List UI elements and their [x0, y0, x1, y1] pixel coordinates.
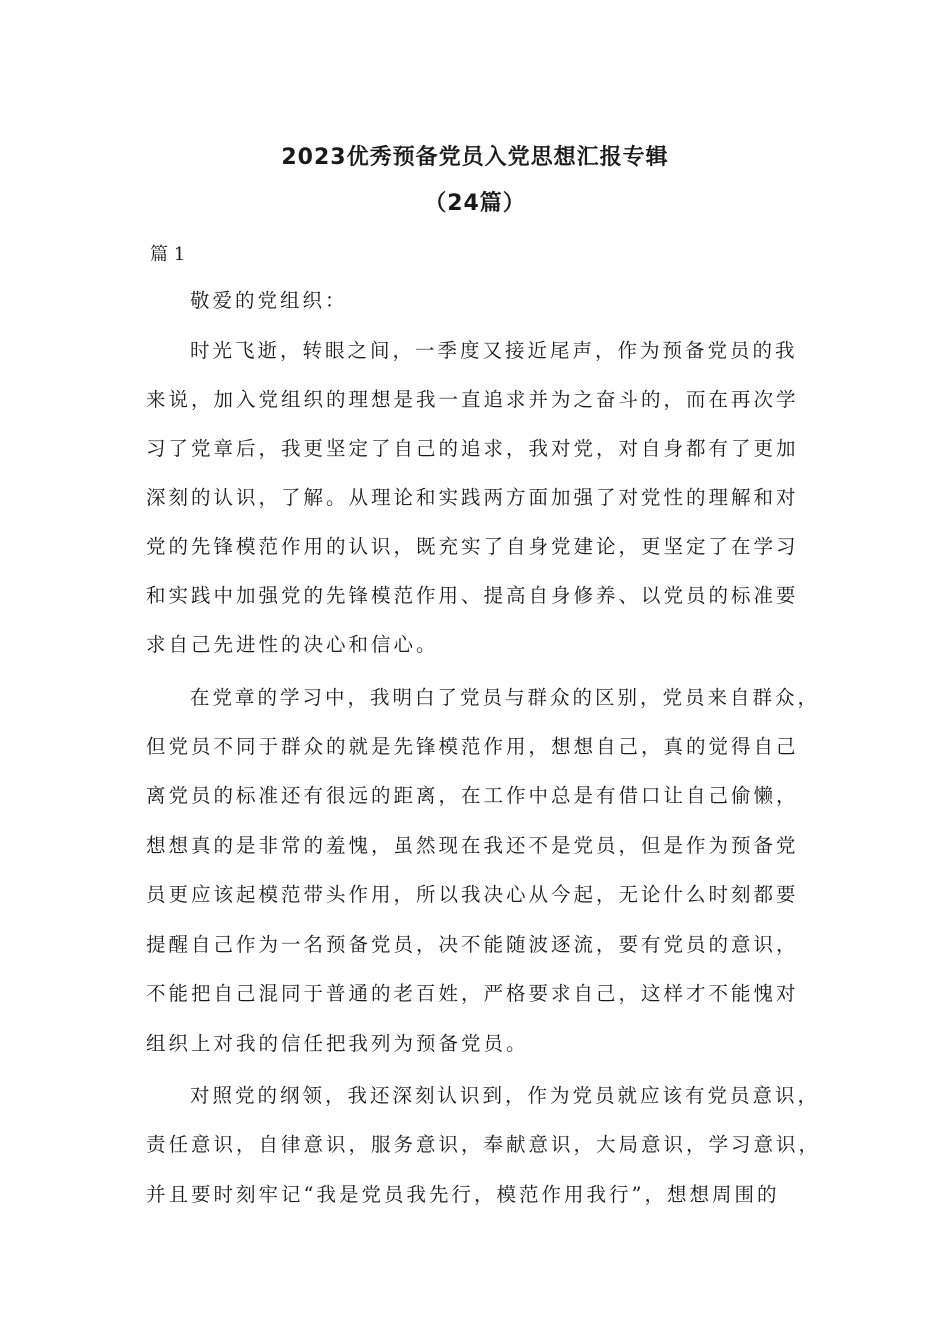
paragraph-line: 党的先锋模范作用的认识，既充实了自身党建论，更坚定了在学习: [146, 535, 799, 558]
paragraph-line: 和实践中加强党的先锋模范作用、提高自身修养、以党员的标准要: [146, 584, 799, 607]
paragraph-line: 求自己先进性的决心和信心。: [146, 633, 439, 656]
paragraph-line: 责任意识，自律意识，服务意识，奉献意识，大局意识，学习意识，: [146, 1133, 822, 1156]
paragraph-line: 在党章的学习中，我明白了党员与群众的区别，党员来自群众，: [190, 686, 821, 709]
paragraph-line: 提醒自己作为一名预备党员，决不能随波逐流，要有党员的意识，: [146, 933, 799, 956]
paragraph-line: 时光飞逝，转眼之间，一季度又接近尾声，作为预备党员的我: [190, 339, 798, 362]
document-subtitle: （24篇）: [424, 191, 526, 216]
paragraph-line: 习了党章后，我更坚定了自己的追求，我对党，对自身都有了更加: [146, 437, 799, 460]
paragraph-line: 员更应该起模范带头作用，所以我决心从今起，无论什么时刻都要: [146, 883, 799, 906]
paragraph-line: 离党员的标准还有很远的距离，在工作中总是有借口让自己偷懒，: [146, 784, 799, 807]
paragraph-line: 对照党的纲领，我还深刻认识到，作为党员就应该有党员意识，: [190, 1084, 821, 1107]
document-title: 2023优秀预备党员入党思想汇报专辑: [281, 145, 669, 170]
paragraph-line: 想想真的是非常的羞愧，虽然现在我还不是党员，但是作为预备党: [146, 834, 799, 857]
paragraph-line: 不能把自己混同于普通的老百姓，严格要求自己，这样才不能愧对: [146, 982, 799, 1005]
paragraph-line: 深刻的认识，了解。从理论和实践两方面加强了对党性的理解和对: [146, 486, 799, 509]
paragraph-line: 并且要时刻牢记“我是党员我先行，模范作用我行”，想想周围的: [146, 1183, 780, 1206]
paragraph-line: 但党员不同于群众的就是先锋模范作用，想想自己，真的觉得自己: [146, 735, 799, 758]
paragraph-line: 组织上对我的信任把我列为预备党员。: [146, 1032, 529, 1055]
paragraph-line: 来说，加入党组织的理想是我一直追求并为之奋斗的，而在再次学: [146, 388, 799, 411]
salutation: 敬爱的党组织：: [190, 289, 348, 312]
section-label: 篇 1: [150, 244, 186, 265]
